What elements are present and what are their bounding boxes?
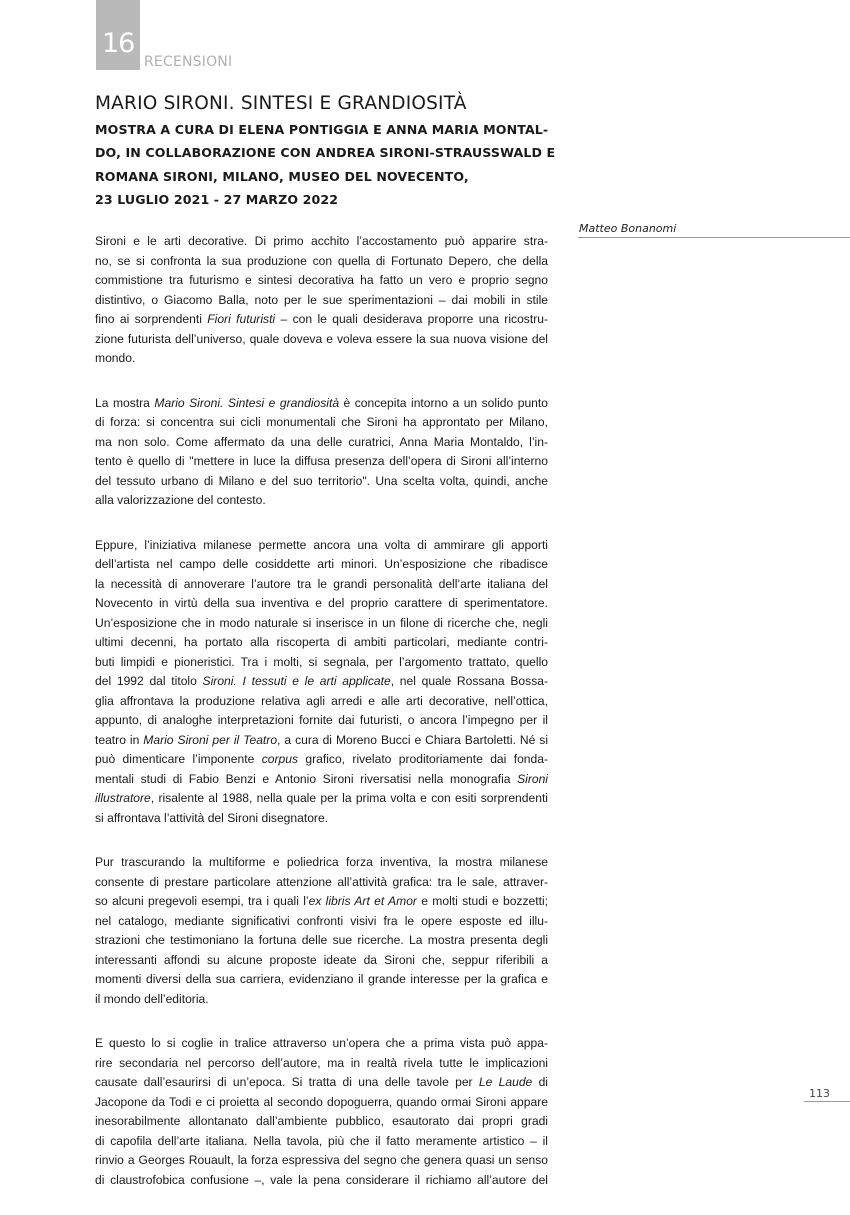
text-run: grafico, rivelato proditoriamente dai fonda- — [298, 752, 548, 766]
text-line — [95, 271, 548, 291]
text-line — [95, 912, 548, 932]
text-run: del tessuto urbano di Milano e del suo territorio". Una scelta volta, quindi, anche — [95, 473, 548, 488]
text-line — [95, 653, 548, 673]
text-run: di forza: si concentra sui cicli monumentali che Sironi ha approntato per Milano, — [95, 415, 548, 429]
text-line — [95, 750, 548, 770]
text-line — [95, 555, 548, 575]
subtitle-line: 23 LUGLIO 2021 - 27 MARZO 2022 — [95, 191, 339, 207]
text-line — [95, 232, 548, 252]
text-line — [95, 809, 548, 829]
article-body — [95, 232, 548, 1215]
text-run: si affrontava l’attività del Sironi disegnatore. — [95, 810, 329, 825]
text-line — [95, 1034, 548, 1054]
text-line — [95, 575, 548, 595]
italic-text: illustratore — [95, 791, 151, 805]
italic-text: Mario Sironi. Sintesi e grandiosità — [154, 395, 340, 410]
text-run: del 1992 dal titolo — [95, 674, 203, 688]
text-line — [95, 1054, 548, 1074]
text-run: , a cura di Moreno Bucci e Chiara Bartoletti. Né si — [277, 732, 548, 747]
section-label: RECENSIONI — [144, 54, 233, 70]
text-run: ma non solo. Come affermato da una delle curatrici, Anna Maria Montaldo, l’in- — [95, 434, 548, 449]
text-line — [95, 1151, 548, 1171]
text-line — [95, 633, 548, 653]
text-run: zione futurista dell’universo, quale doveva e voleva essere la sua nuova visione del — [95, 331, 548, 346]
section-number: 16 — [102, 28, 135, 59]
text-line — [95, 330, 548, 350]
text-line — [95, 711, 548, 731]
text-run: E questo lo si coglie in tralice attraverso un’opera che a prima vista può appa- — [95, 1036, 548, 1050]
text-line — [95, 291, 548, 311]
body-paragraph — [95, 853, 548, 1009]
text-line — [95, 1073, 548, 1093]
text-run: Novecento in virtù della sua inventiva e del proprio carattere di sperimentatore. — [95, 596, 548, 610]
text-line — [95, 951, 548, 971]
text-run: fino ai sorprendenti — [95, 312, 208, 326]
text-run: può dimenticare l’imponente — [95, 752, 262, 766]
article-subtitle — [95, 118, 565, 211]
body-paragraph — [95, 536, 548, 829]
text-run: e molti studi e bozzetti; — [416, 894, 548, 908]
text-run: mondo. — [95, 351, 136, 365]
text-line — [95, 452, 548, 472]
italic-text: Le Laude — [478, 1075, 533, 1089]
text-run: , nel quale Rossana Bossa- — [390, 674, 548, 688]
text-run: so alcuni pregevoli esempi, tra i quali l’ — [95, 894, 309, 908]
text-run: nel catalogo, mediante significativi confronti visivi fra le opere esposte ed illu- — [95, 913, 548, 928]
italic-text: Sironi. I tessuti e le arti applicate — [202, 674, 391, 688]
text-line — [95, 1112, 548, 1132]
text-line — [95, 990, 548, 1010]
italic-text: Sironi — [517, 771, 548, 786]
text-line — [95, 310, 548, 330]
text-run: interessanti affondi su alcune proposte ideate da Sironi che, seppur riferibili a — [95, 952, 548, 967]
text-run: il mondo dell’editoria. — [95, 991, 209, 1006]
text-run: La mostra — [95, 395, 155, 410]
text-run: distintivo, o Giacomo Balla, noto per le sue sperimentazioni – dai mobili in stile — [95, 292, 548, 307]
article-title: MARIO SIRONI. SINTESI E GRANDIOSITÀ — [95, 93, 467, 114]
text-run: è concepita intorno a un solido punto — [339, 395, 548, 410]
text-line — [95, 892, 548, 912]
text-run: di capofila dell’arte italiana. Nella tavola, più che il fatto meramente artistico – il — [95, 1133, 548, 1148]
text-line — [95, 931, 548, 951]
text-run: la necessità di annoverare l’autore tra le grandi personalità dell’arte italiana del — [95, 576, 548, 591]
italic-text: Fiori futuristi — [207, 312, 276, 326]
italic-text: Mario Sironi per il Teatro — [143, 732, 278, 747]
text-run: , risalente al 1988, nella quale per la prima volta e con esiti sorprendenti — [150, 791, 548, 805]
text-run: glia affrontava la produzione relativa agli arredi e alle arti decorative, nell’ottica, — [95, 693, 548, 708]
text-run: buti limpidi e pioneristici. Tra i molti, si segnala, per l’argomento trattato, quello — [95, 654, 548, 669]
text-line — [95, 1093, 548, 1113]
text-run: rire secondaria nel percorso dell’autore, ma in realtà rivela tutte le implicazioni — [95, 1055, 548, 1070]
body-paragraph — [95, 1034, 548, 1190]
text-line — [95, 731, 548, 751]
text-line — [95, 770, 548, 790]
text-run: inesorabilmente allontanato dall’ambiente pubblico, esautorato dai propri gradi — [95, 1114, 548, 1128]
text-line — [95, 413, 548, 433]
page-number: 113 — [809, 1087, 830, 1100]
text-run: mentali studi di Fabio Benzi e Antonio Sironi riversatisi nella monografia — [95, 771, 518, 786]
text-run: di claustrofobica confusione –, vale la pena considerare il richiamo all’autore del — [95, 1172, 548, 1187]
text-run: Un’esposizione che in modo naturale si inserisce in un filone di ricerche che, negli — [95, 615, 548, 630]
text-line — [95, 252, 548, 272]
subtitle-line: MOSTRA A CURA DI ELENA PONTIGGIA E ANNA MARIA MONTAL- — [95, 122, 549, 137]
author-divider — [578, 237, 850, 238]
text-run: commistione tra futurismo e sintesi decorativa ha fatto un vero e proprio segno — [95, 273, 548, 287]
text-run: consente di prestare particolare attenzione all’attività grafica: tra le sale, attraver- — [95, 874, 548, 889]
text-run: rinvio a Georges Rouault, la forza espressiva del segno che genera quasi un senso — [95, 1153, 548, 1167]
text-run: teatro in — [95, 732, 144, 747]
text-run: di — [532, 1075, 548, 1089]
text-line — [95, 433, 548, 453]
text-line — [95, 349, 548, 369]
text-line — [95, 853, 548, 873]
text-run: Pur trascurando la multiforme e poliedrica forza inventiva, la mostra milanese — [95, 855, 548, 869]
text-run: Jacopone da Todi e ci proietta al secondo dopoguerra, quando ormai Sironi appare — [95, 1094, 548, 1109]
text-line — [95, 1171, 548, 1191]
text-run: Sironi e le arti decorative. Di primo acchito l’accostamento può apparire stra- — [95, 234, 548, 248]
text-run: Eppure, l’iniziativa milanese permette ancora una volta di ammirare gli apporti — [95, 537, 548, 552]
italic-text: ex libris Art et Amor — [308, 894, 417, 908]
text-run: tento è quello di "mettere in luce la diffusa presenza dell’opera di Sironi all’interno — [95, 454, 548, 468]
subtitle-line: ROMANA SIRONI, MILANO, MUSEO DEL NOVECENTO, — [95, 168, 469, 184]
author-name: Matteo Bonanomi — [579, 222, 677, 235]
text-line — [95, 614, 548, 634]
page-number-divider — [804, 1101, 850, 1102]
text-line — [95, 472, 548, 492]
text-line — [95, 672, 548, 692]
text-run: ultimi decenni, ha portato alla riscoperta di ambiti particolari, mediante contri- — [95, 635, 548, 649]
text-line — [95, 873, 548, 893]
subtitle-line: DO, IN COLLABORAZIONE CON ANDREA SIRONI-STRAUSSWALD E — [95, 145, 556, 161]
text-run: dell’artista nel campo delle cosiddette arti minori. Un’esposizione che ribadisce — [95, 557, 548, 571]
text-run: – con le quali desiderava proporre una ricostru- — [275, 312, 548, 326]
text-run: strazioni che testimoniano la fortuna delle sue ricerche. La mostra presenta degli — [95, 933, 548, 947]
body-paragraph — [95, 394, 548, 511]
text-line — [95, 970, 548, 990]
text-line — [95, 594, 548, 614]
text-run: appunto, di analoghe interpretazioni fornite dai futuristi, o ancora l’impegno per il — [95, 713, 548, 727]
text-run: momenti diversi della sua carriera, evidenziano il grande interesse per la grafica e — [95, 972, 548, 986]
text-line — [95, 692, 548, 712]
italic-text: corpus — [261, 752, 298, 766]
body-paragraph — [95, 232, 548, 369]
text-line — [95, 1132, 548, 1152]
text-run: no, se si confronta la sua produzione con quella di Fortunato Depero, che della — [95, 253, 548, 268]
text-run: causate dall’esaurirsi di un’epoca. Si tratta di una delle tavole per — [95, 1075, 479, 1089]
text-line — [95, 491, 548, 511]
text-run: alla valorizzazione del contesto. — [95, 493, 266, 507]
text-line — [95, 536, 548, 556]
text-line — [95, 394, 548, 414]
text-line — [95, 789, 548, 809]
